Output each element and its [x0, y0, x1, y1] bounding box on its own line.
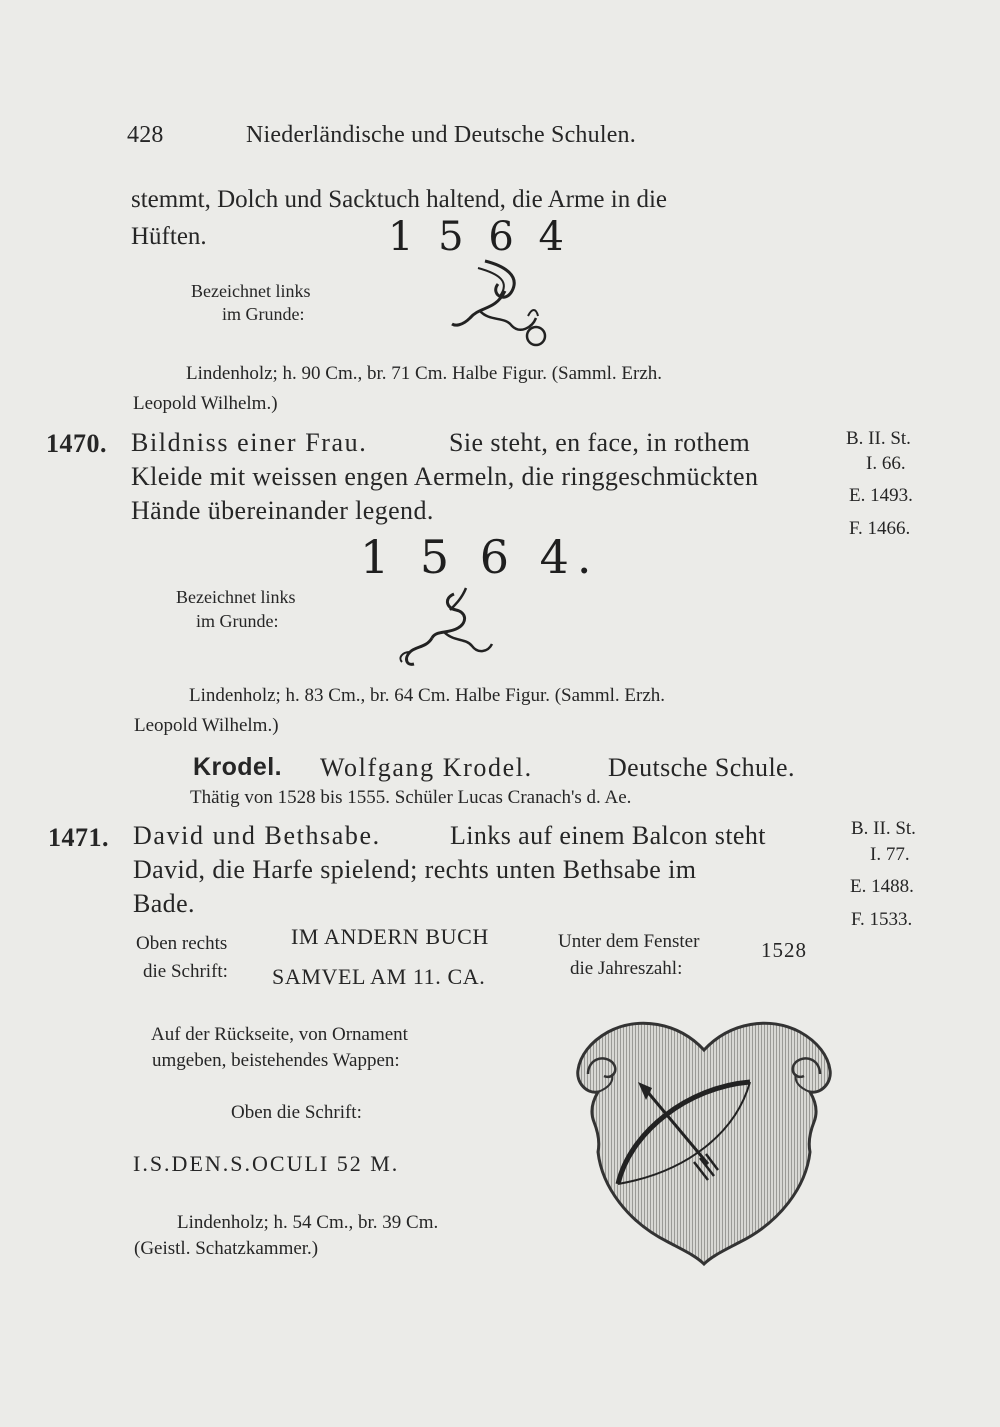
sig1-support-line-1: Lindenholz; h. 90 Cm., br. 71 Cm. Halbe Figur. (Samml. Erzh.: [186, 363, 663, 384]
artist-short-name: Krodel.: [193, 753, 282, 781]
inscription-line-1: IM ANDERN BUCH: [291, 924, 489, 949]
entry-1470-ref-3: E. 1493.: [849, 485, 913, 506]
entry-1470-ref-4: F. 1466.: [849, 518, 911, 539]
entry-1471-line-2: David, die Harfe spielend; rechts unten Bethsabe im: [133, 855, 697, 884]
inscription-line-2: SAMVEL AM 11. CA.: [272, 964, 486, 989]
artist-school: Deutsche Schule.: [608, 753, 795, 782]
entry-number-1470: 1470.: [46, 429, 107, 458]
signature-year-1: 1 5 6 4: [388, 214, 570, 260]
entry-1471-line-1: Links auf einem Balcon steht: [450, 821, 766, 850]
serpent-monogram-icon: [396, 586, 506, 676]
reverse-support-line-1: Lindenholz; h. 54 Cm., br. 39 Cm.: [177, 1212, 439, 1233]
artist-full-name: Wolfgang Krodel.: [320, 753, 533, 782]
sig1-label-line-2: im Grunde:: [222, 304, 305, 324]
entry-1470-line-3: Hände übereinander legend.: [131, 496, 434, 525]
inscription-label-line-1: Oben rechts: [136, 933, 228, 954]
entry-1470-ref-1: B. II. St.: [846, 428, 911, 449]
reverse-line-1: Auf der Rückseite, von Ornament: [151, 1024, 408, 1045]
artist-bio: Thätig von 1528 bis 1555. Schüler Lucas Cranach's d. Ae.: [190, 787, 632, 808]
entry-1471-ref-3: E. 1488.: [850, 876, 914, 897]
signature-year-2: 1 5 6 4.: [360, 530, 600, 584]
coat-of-arms-icon: [568, 1012, 840, 1270]
sig2-label-line-1: Bezeichnet links: [176, 587, 296, 607]
entry-1471-ref-2: I. 77.: [870, 844, 910, 865]
serpent-monogram-icon: [450, 256, 560, 351]
entry-1471-ref-4: F. 1533.: [851, 909, 913, 930]
entry-1471-ref-1: B. II. St.: [851, 818, 916, 839]
entry-1470-ref-2: I. 66.: [866, 453, 906, 474]
inscription-label-line-2: die Schrift:: [143, 961, 228, 982]
window-label-line-1: Unter dem Fenster: [558, 931, 700, 952]
window-year: 1528: [761, 938, 807, 962]
window-label-line-2: die Jahreszahl:: [570, 958, 683, 979]
carryover-line-1: stemmt, Dolch und Sacktuch haltend, die Arme in die: [131, 186, 667, 213]
entry-number-1471: 1471.: [48, 823, 109, 852]
sig2-support-line-1: Lindenholz; h. 83 Cm., br. 64 Cm. Halbe Figur. (Samml. Erzh.: [189, 685, 666, 706]
page-number: 428: [127, 122, 164, 148]
motto: I.S.DEN.S.OCULI 52 M.: [133, 1151, 400, 1176]
sig1-support-line-2: Leopold Wilhelm.): [133, 393, 278, 414]
top-inscription-label: Oben die Schrift:: [231, 1102, 362, 1123]
sig2-support-line-2: Leopold Wilhelm.): [134, 715, 279, 736]
entry-1470-line-1: Sie steht, en face, in rothem: [449, 428, 751, 457]
reverse-support-line-2: (Geistl. Schatzkammer.): [134, 1238, 319, 1259]
running-title: Niederländische und Deutsche Schulen.: [246, 122, 636, 148]
entry-1470-line-2: Kleide mit weissen engen Aermeln, die ringgeschmückten: [131, 462, 759, 491]
sig2-label-line-2: im Grunde:: [196, 611, 279, 631]
carryover-line-2: Hüften.: [131, 223, 207, 250]
sig1-label-line-1: Bezeichnet links: [191, 281, 311, 301]
entry-1471-line-3: Bade.: [133, 889, 195, 918]
entry-1471-title: David und Bethsabe.: [133, 821, 381, 850]
reverse-line-2: umgeben, beistehendes Wappen:: [152, 1050, 400, 1071]
entry-1470-title: Bildniss einer Frau.: [131, 428, 368, 457]
